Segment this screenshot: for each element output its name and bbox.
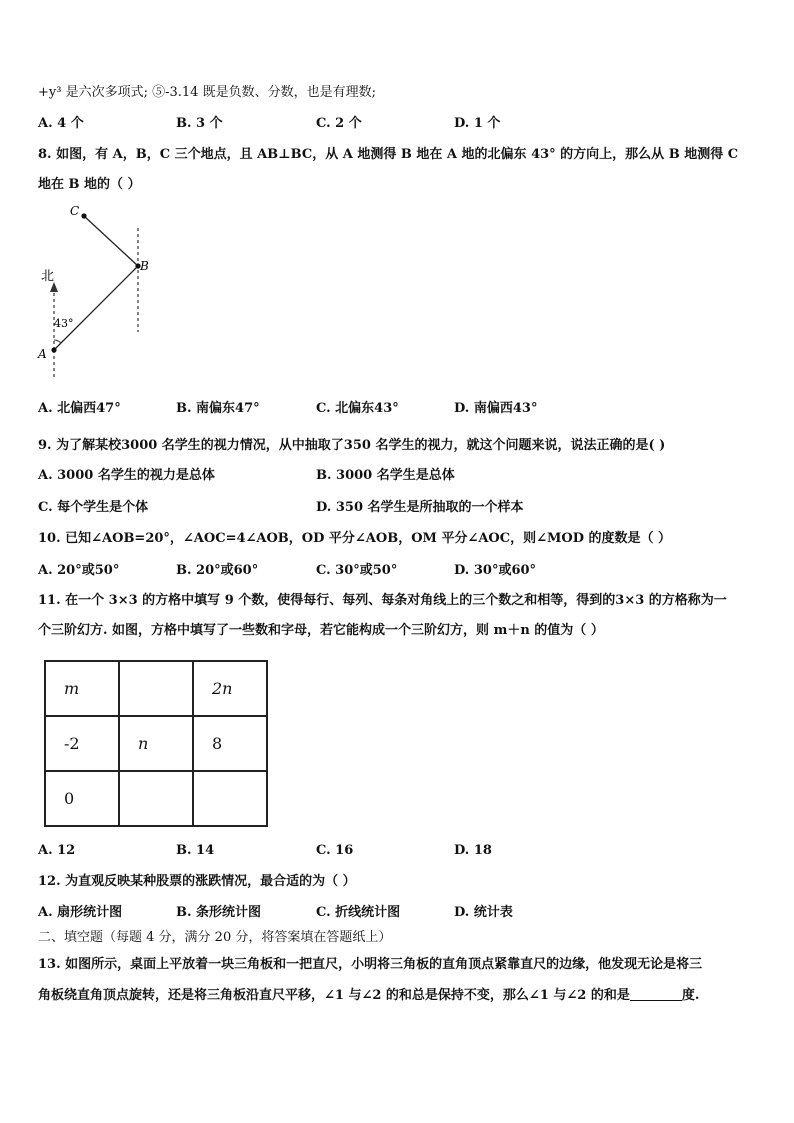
point-a [51, 347, 56, 352]
q11-option-b[interactable]: B. 14 [176, 843, 215, 858]
q8-stem-line1: 8. 如图，有 A，B，C 三个地点，且 AB⊥BC，从 A 地测得 B 地在 A 地的北偏东 43° 的方向上，那么从 B 地测得 C [38, 147, 739, 162]
q11-option-a[interactable]: A. 12 [38, 843, 76, 858]
q10-option-b[interactable]: B. 20°或60° [176, 563, 259, 578]
q10-stem: 10. 已知∠AOB=20°，∠AOC=4∠AOB，OD 平分∠AOB，OM 平分∠AOC，则∠MOD 的度数是（ ） [38, 531, 672, 546]
label-a: A [38, 347, 47, 361]
q12-option-b[interactable]: B. 条形统计图 [176, 905, 262, 920]
answer-blank[interactable] [630, 987, 682, 1001]
q13-stem-line2 [38, 987, 699, 1005]
grid-cell: 8 [193, 716, 267, 771]
q9-option-c[interactable]: C. 每个学生是个体 [38, 500, 149, 515]
segment-ab [54, 266, 138, 350]
q7-option-d[interactable]: D. 1 个 [454, 116, 501, 131]
q8-option-c[interactable]: C. 北偏东43° [316, 401, 399, 416]
q12-option-d[interactable]: D. 统计表 [454, 905, 513, 920]
grid-cell: -2 [45, 716, 119, 771]
q9-option-d[interactable]: D. 350 名学生是所抽取的一个样本 [316, 500, 524, 515]
q13-text: 角板绕直角顶点旋转，还是将三角板沿直尺平移，∠1 与∠2 的和总是保持不变，那么∠1 与∠2 的和是 [38, 988, 630, 1003]
grid-cell [119, 771, 193, 826]
q12-option-c[interactable]: C. 折线统计图 [316, 905, 401, 920]
section-heading-fill-in: 二、填空题（每题 4 分，满分 20 分，将答案填在答题纸上） [38, 930, 392, 945]
q10-option-c[interactable]: C. 30°或50° [316, 563, 398, 578]
magic-square-grid [44, 660, 268, 827]
q8-direction-figure [30, 200, 170, 385]
grid-cell: m [45, 661, 119, 716]
q11-option-d[interactable]: D. 18 [454, 843, 492, 858]
angle-arc [54, 340, 61, 343]
grid-cell: 0 [45, 771, 119, 826]
q12-stem: 12. 为直观反映某种股票的涨跌情况，最合适的为（ ） [38, 874, 356, 889]
q13-unit: 度. [681, 988, 700, 1003]
point-c [81, 213, 86, 218]
grid-cell: n [119, 716, 193, 771]
q11-stem-line1: 11. 在一个 3×3 的方格中填写 9 个数，使得每行、每列、每条对角线上的三个数之和相等，得到的3×3 的方格称为一 [38, 593, 727, 608]
q10-option-d[interactable]: D. 30°或60° [454, 563, 537, 578]
q8-stem-line2: 地在 B 地的（ ） [38, 177, 141, 192]
q7-option-a[interactable]: A. 4 个 [38, 116, 84, 131]
q9-option-b[interactable]: B. 3000 名学生是总体 [316, 468, 455, 483]
grid-cell [193, 771, 267, 826]
q13-stem-line1: 13. 如图所示，桌面上平放着一块三角板和一把直尺，小明将三角板的直角顶点紧靠直尺的边缘，他发现无论是将三 [38, 957, 703, 972]
label-north: 北 [41, 269, 55, 284]
q7-continuation: +y³ 是六次多项式; ⑤-3.14 既是负数、分数，也是有理数; [38, 85, 376, 100]
label-angle: 43° [54, 317, 74, 330]
q9-stem: 9. 为了解某校3000 名学生的视力情况，从中抽取了350 名学生的视力，就这个问题来说，说法正确的是( ) [38, 438, 666, 453]
q7-option-b[interactable]: B. 3 个 [176, 116, 223, 131]
grid-cell [119, 661, 193, 716]
q11-stem-line2: 个三阶幻方. 如图，方格中填写了一些数和字母，若它能构成一个三阶幻方，则 m＋n 的值为（ ） [38, 623, 604, 638]
label-c: C [70, 204, 80, 218]
q8-option-b[interactable]: B. 南偏东47° [176, 401, 260, 416]
q8-option-d[interactable]: D. 南偏西43° [454, 401, 538, 416]
q11-option-c[interactable]: C. 16 [316, 843, 354, 858]
label-b: B [140, 259, 149, 273]
q7-option-c[interactable]: C. 2 个 [316, 116, 362, 131]
q12-option-a[interactable]: A. 扇形统计图 [38, 905, 123, 920]
grid-cell: 2n [193, 661, 267, 716]
q10-option-a[interactable]: A. 20°或50° [38, 563, 120, 578]
q9-option-a[interactable]: A. 3000 名学生的视力是总体 [38, 468, 215, 483]
segment-bc [84, 216, 138, 266]
q8-option-a[interactable]: A. 北偏西47° [38, 401, 121, 416]
